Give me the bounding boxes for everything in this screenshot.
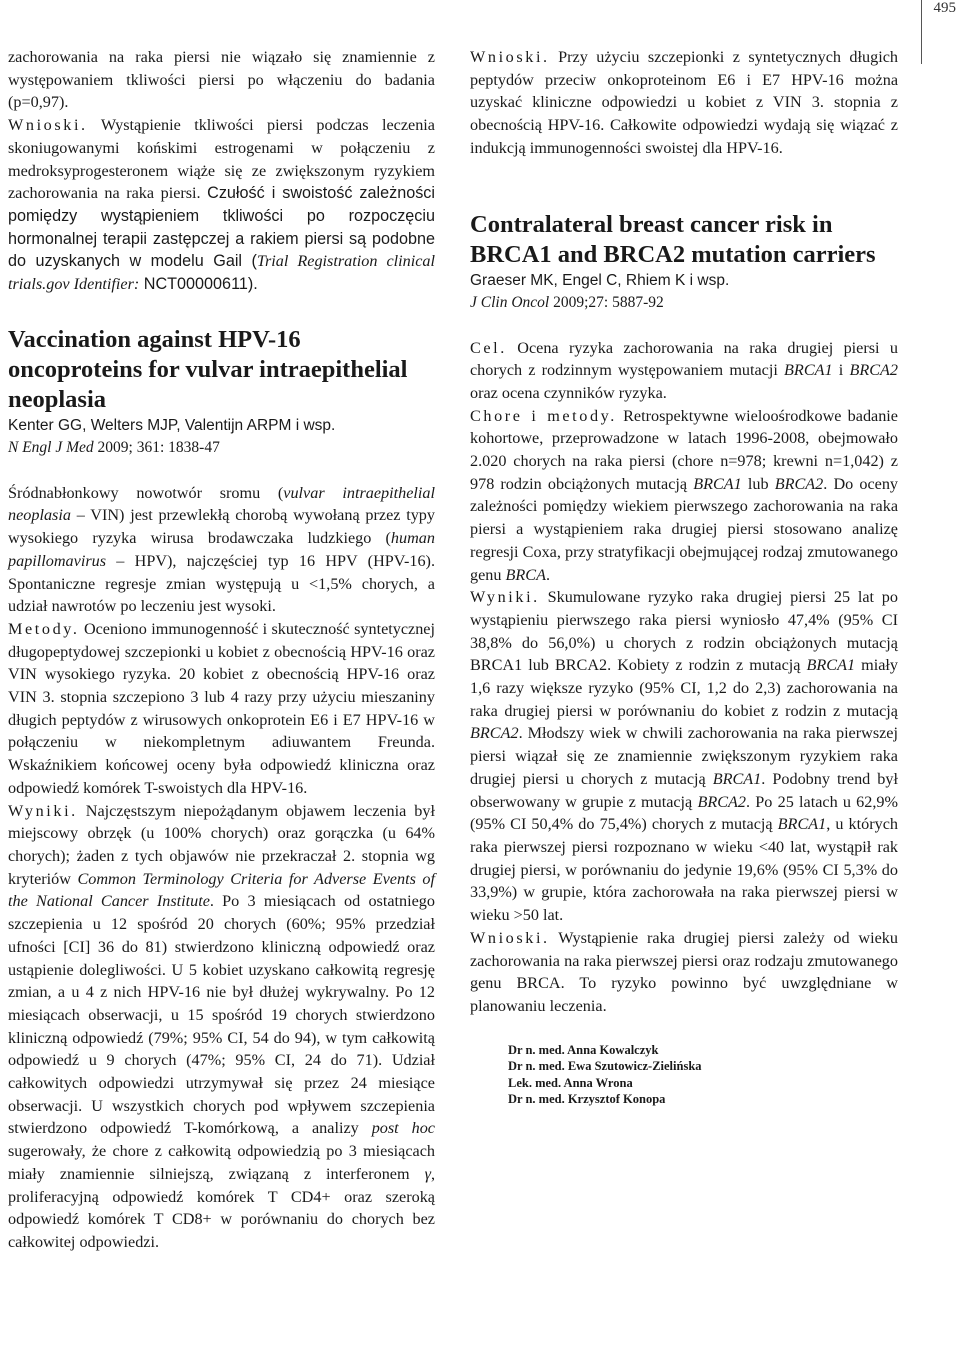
text-run-italic: BRCA1 <box>806 656 856 675</box>
text-run: . Po 25 latach u 62,9% (95% CI 50,4% do 75,4%) chorych z mutacją <box>470 792 898 834</box>
intro-paragraph: zachorowania na raka piersi nie wiązało się znamiennie z występowaniem tkliwości piersi po włączeniu do badania (p=0,97). <box>8 48 435 112</box>
text-run: Retrospektywne wieloośrodkowe badanie kohortowe, przeprowadzone w latach 1996-2008, obejmowało 2.020 chorych na raka piersi (chore n=978; krewni n=1,042) z 978 rodzin obciążonych mutacją <box>470 406 898 493</box>
gamma-symbol: γ <box>424 1164 431 1183</box>
right-column <box>470 46 898 1108</box>
conclusions-text: Wystąpienie tkliwości piersi podczas leczenia skoniugowanymi końskimi estrogenami w połączeniu z medroksyprogesteronem wiąże się ze zwiększonym ryzykiem zachorowania na raka piersi. <box>8 116 435 203</box>
text-run: miały 1,6 razy większe ryzyko (95% CI, 1,2 do 2,3) zachorowania na raka drugiej piersi w porównaniu do kobiet z rodzin z mutacją <box>470 656 898 720</box>
text-run: Skumulowane ryzyko raka drugiej piersi 25 lat po wystąpieniu pierwszego raka piersi wyniosło 47,4% (95% CI 38,8% do 56,0%) u chorych z rodzin obciążonych mutacją BRCA1 lub BRCA2. Kobiety z rodzin z mutacją <box>470 588 898 675</box>
conclusions-text-sans: Czułość i swoistość zależności pomiędzy wystąpieniem tkliwości po rozpoczęciu hormonalnej terapii zastępczej a rakiem piersi są podobne do uzyskanych w modelu Gail ( <box>8 184 435 271</box>
text-run: – VIN) jest przewlekłą chorobą wywołaną przez typy wysokiego ryzyka wirusa brodawczaka ludzkiego ( <box>8 506 435 548</box>
methods-paragraph <box>8 618 435 800</box>
text-run-italic: BRCA2 <box>470 724 519 743</box>
article-authors: Kenter GG, Welters MJP, Valentijn ARPM i wsp. <box>8 416 336 434</box>
text-run: Ocena ryzyka zachorowania na raka drugiej piersi u chorych z rodzinnym występowaniem mutacji <box>470 338 898 380</box>
text-run: , proliferacyjną odpowiedź komórek T CD4+ oraz szeroką odpowiedź komórek T CD8+ w porównaniu do chorych bez całkowitej odpowiedzi. <box>8 1164 435 1251</box>
signature-line: Dr n. med. Krzysztof Konopa <box>508 1092 666 1107</box>
section-label-wnioski: Wnioski. <box>470 928 550 947</box>
journal-name: N Engl J Med <box>8 438 94 456</box>
section-label-cel: Cel. <box>470 338 507 357</box>
results-paragraph <box>8 800 435 1254</box>
article-authors-2: Graeser MK, Engel C, Rhiem K i wsp. <box>470 271 730 289</box>
section-label-wyniki: Wyniki. <box>470 588 540 607</box>
text-run-italic: BRCA <box>505 565 546 584</box>
left-column <box>8 46 435 1254</box>
trial-registration: Trial Registration clinical trials.gov Identifier: <box>8 252 435 294</box>
text-run: . Po 3 miesiącach od ostatniego szczepienia u 12 spośród 20 chorych (60%; 95% przedział ufności [CI] 36 do 81) stwierdzono kliniczną odpowiedź oraz ustąpienie dolegliwości. U 5 kobiet uzyskano całkowitą regresję zmian, a u 4 z nich HPV-16 nie był dłużej wykrywalny. Po 12 miesiącach obserwacji, u 15 spośród 19 chorych stwierdzono kliniczną odpowiedź (79%; 95% CI, 54 do 94), w tym całkowitą odpowiedź u 9 chorych (47%; 95% CI, 24 do 71). Udział całkowitych odpowiedzi utrzymywał się przez 24 miesiące obserwacji. U wszystkich chorych pod wpływem szczepienia stwierdzono odpowiedź T-komórkową, a analizy <box>8 892 435 1138</box>
text-run: . <box>545 565 551 584</box>
text-run: – HPV), najczęściej typ 16 HPV (HPV-16). Spontaniczne regresje zmian występują u <1,5% chorych, a udział nawrotów po leczeniu jest wysoki. <box>8 551 435 616</box>
conclusions-paragraph-right <box>470 46 898 160</box>
conclusions-paragraph <box>8 114 435 296</box>
signature-line: Dr n. med. Anna Kowalczyk <box>508 1042 659 1057</box>
journal-ref: 2009; 361: 1838-47 <box>93 438 220 456</box>
text-run-italic: BRCA2 <box>774 474 824 493</box>
text-run: lub <box>741 474 775 493</box>
text-run-italic: vulvar intraepithelial neoplasia <box>8 483 435 525</box>
text-run-italic: post hoc <box>371 1119 435 1138</box>
article-title: Vaccination against HPV-16 oncoproteins for vulvar intraepithelial neoplasia <box>8 325 408 413</box>
article-title-2: Contralateral breast cancer risk in BRCA1 and BRCA2 mutation carriers <box>470 210 876 268</box>
section-label-wyniki: Wyniki. <box>8 801 78 820</box>
results-paragraph-right <box>470 586 898 927</box>
text-run-italic: BRCA1 <box>777 815 827 834</box>
aim-paragraph <box>470 337 898 405</box>
text-run: i <box>832 361 850 380</box>
conclusions-text: Wystąpienie raka drugiej piersi zależy od wieku zachorowania na raka pierwszej piersi oraz rodzaju zmutowanego genu BRCA. To ryzyko powinno być uwzględniane w planowaniu leczenia. <box>470 928 898 1015</box>
journal-name: J Clin Oncol <box>470 293 550 311</box>
journal-ref: 2009;27: 5887-92 <box>549 293 664 311</box>
text-run-italic: BRCA1 <box>693 474 742 493</box>
methods-text: Oceniono immunogenność i skuteczność syntetycznej długopeptydowej szczepionki u kobiet z obecnością HPV-16 oraz VIN wysokiego ryzyka. 20 kobiet z obecnością HPV-16 oraz VIN 3. stopnia szczepiono 3 lub 4 razy przy użyciu mieszaniny długich peptydów z wirusowych onkoprotein E6 i E7 HPV-16 w połączeniu w niekompletnym adiuwantem Freunda. Wskaźnikiem końcowej oceny była odpowiedź kliniczna oraz odpowiedź komórek T-swoistych dla HPV-16. <box>8 619 435 797</box>
header-rule <box>921 0 922 64</box>
text-run-italic: Common Terminology Criteria for Adverse Events of the National Cancer Institute <box>8 869 435 911</box>
conclusions-text: Przy użyciu szczepionki z syntetycznych długich peptydów przeciw onkoproteinom E6 i E7 HPV-16 można uzyskać kliniczne odpowiedzi u kobiet z VIN 3. stopnia z obecnością HPV-16. Całkowite odpowiedzi wydają się wiązać z indukcją immunogenności swoistej dla HPV-16. <box>470 48 898 157</box>
journal-citation-2 <box>470 292 898 314</box>
journal-citation <box>8 437 435 459</box>
signature-line: Dr n. med. Ewa Szutowicz-Zielińska <box>508 1059 702 1074</box>
text-run-italic: human papillomavirus <box>8 529 435 570</box>
section-label-wnioski: Wnioski. <box>470 48 550 66</box>
text-run: . Młodszy wiek w chwili zachorowania na raka pierwszej piersi wiązał się ze znamiennie zwiększonym ryzykiem raka drugiej piersi u chorych z mutacją <box>470 724 898 788</box>
text-run-italic: BRCA1 <box>784 361 833 380</box>
text-run: sugerowały, że chore z całkowitą odpowiedzią po 3 miesiącach miały znamiennie silniejszą, związaną z interferonem <box>8 1142 435 1183</box>
text-run-italic: BRCA2 <box>849 361 899 380</box>
conclusions-paragraph-right-2 <box>470 927 898 1018</box>
section-label-wnioski: Wnioski. <box>8 116 88 135</box>
text-run: Śródnabłonkowy nowotwór sromu ( <box>8 483 284 502</box>
page-number: 495 <box>933 0 956 16</box>
text-run: . Podobny trend był obserwowany w grupie z mutacją <box>470 769 898 811</box>
signature-line: Lek. med. Anna Wrona <box>508 1075 633 1090</box>
text-run-italic: BRCA1 <box>712 769 762 788</box>
text-run: oraz ocena czynników ryzyka. <box>470 383 667 402</box>
patients-methods-paragraph <box>470 405 898 587</box>
section-label-metody: Metody. <box>8 619 80 638</box>
text-run: Najczęstszym niepożądanym objawem leczenia był miejscowy obrzęk (u 100% chorych) oraz gorączka (u 64% chorych); żaden z tych objawów nie przekraczał 2. stopnia wg kryteriów <box>8 801 435 888</box>
text-run: , u których raka pierwszej piersi rozpoznano w wieku <40 lat, wystąpił rak drugiej piersi, w porównaniu do jedynie 19,6% (95% CI 5,3% do 33,9%) w grupie, która zachorowała na raka pierwszej piersi w wieku >50 lat. <box>470 815 898 925</box>
trial-id: NCT00000611). <box>139 275 258 294</box>
text-run: . Do oceny zależności pomiędzy wiekiem pierwszego zachorowania na raka piersi a wystąpieniem raka drugiej piersi stosowano analizę regresji Coxa, przy stratyfikacji obejmującej rodzaj zmutowanego genu <box>470 474 899 584</box>
section-label-chore-i-metody: Chore i metody. <box>470 406 617 425</box>
text-run-italic: BRCA2 <box>697 792 747 811</box>
abstract-intro <box>8 482 435 618</box>
